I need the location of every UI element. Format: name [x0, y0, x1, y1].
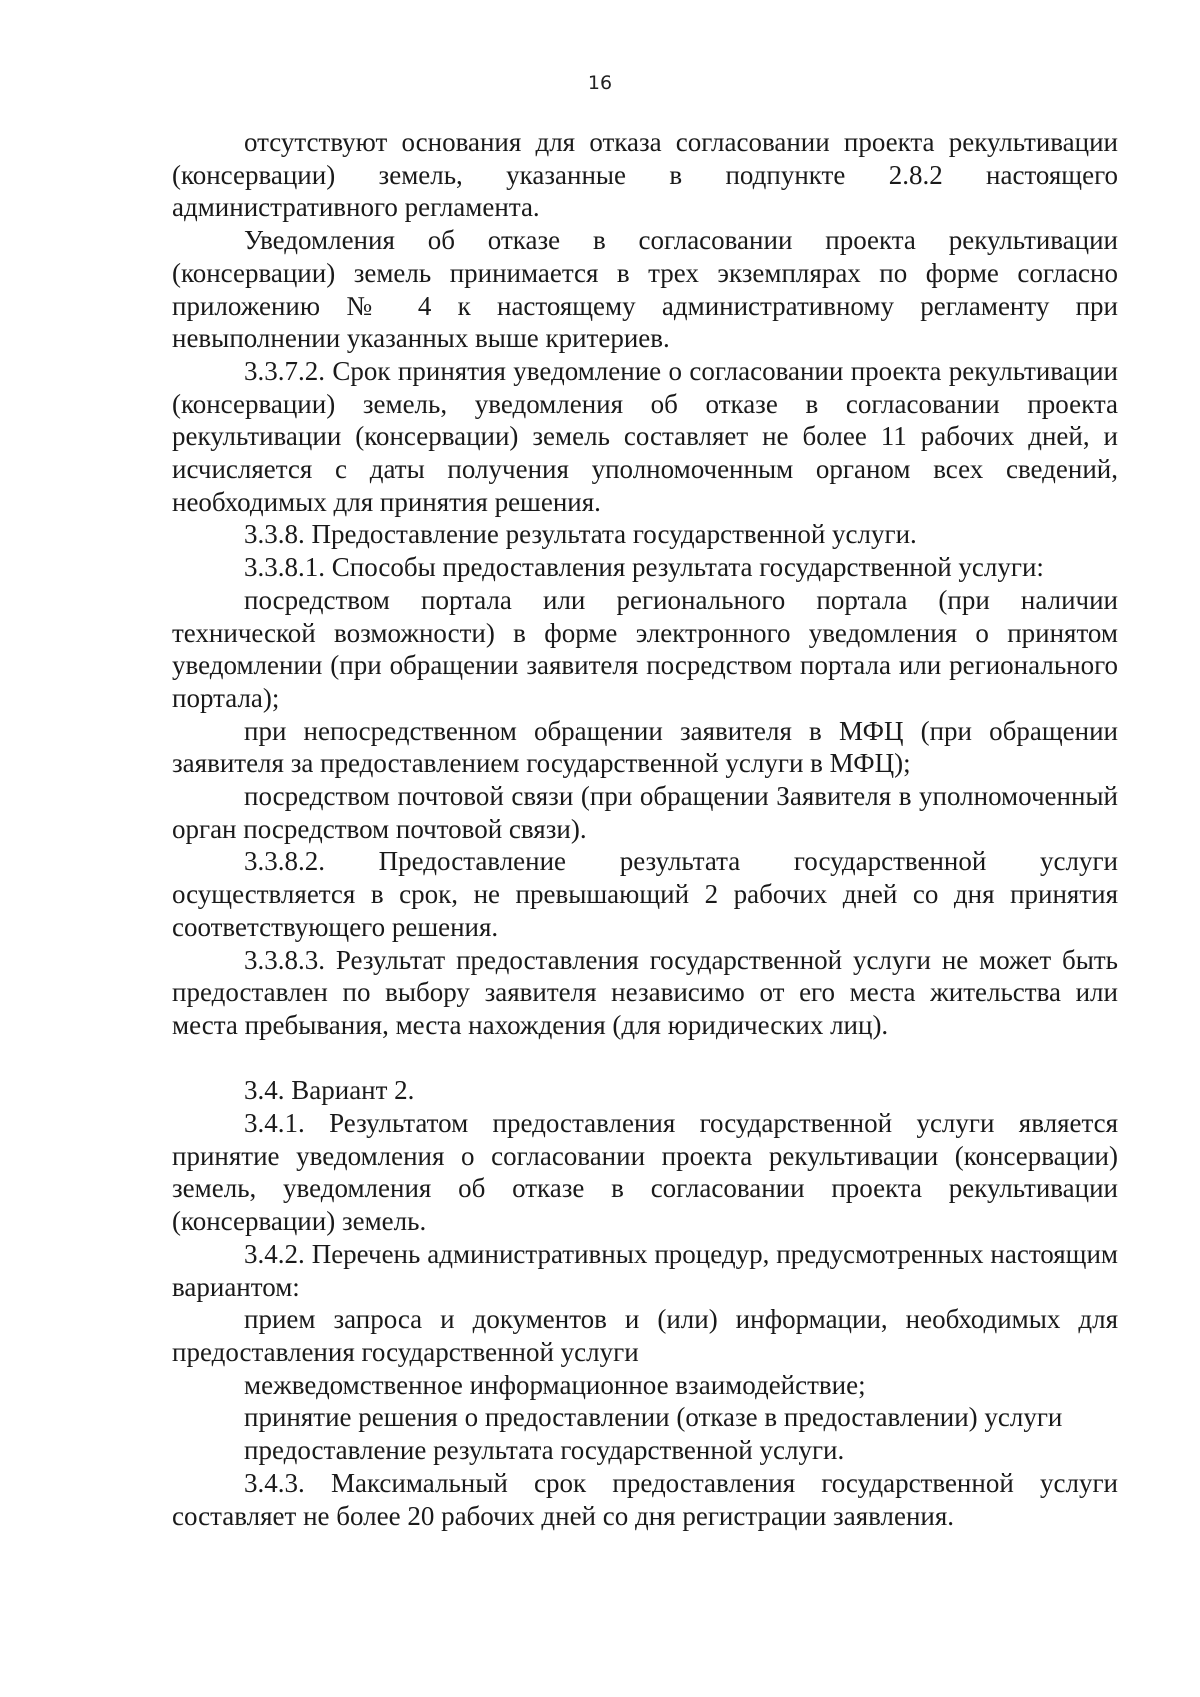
- paragraph: 3.3.8.3. Результат предоставления государственной услуги не может быть предоставлен по выбору заявителя независимо от его места жительства или места пребывания, места нахождения (для юридических лиц).: [172, 944, 1118, 1040]
- paragraph: 3.3.7.2. Срок принятия уведомление о согласовании проекта рекультивации (консервации) земель, уведомления об отказе в согласовании проекта рекультивации (консервации) земель составляет не более 11 рабочих дней, и исчисляется с даты получения уполномоченным органом всех сведений, необходимых для принятия решения.: [172, 355, 1118, 517]
- paragraph: Уведомления об отказе в согласовании проекта рекультивации (консервации) земель принимается в трех экземплярах по форме согласно приложению № 4 к настоящему административному регламенту при невыполнении указанных выше критериев.: [172, 225, 1118, 354]
- paragraph: 3.4.3. Максимальный срок предоставления государственной услуги составляет не более 20 рабочих дней со дня регистрации заявления.: [172, 1467, 1118, 1531]
- paragraph: 3.3.8.1. Способы предоставления результата государственной услуги:: [244, 552, 1044, 583]
- paragraph: 3.4.2. Перечень административных процедур, предусмотренных настоящим вариантом:: [172, 1238, 1118, 1302]
- list-item: предоставление результата государственной услуги.: [244, 1435, 845, 1466]
- list-item: при непосредственном обращении заявителя в МФЦ (при обращении заявителя за предоставлением государственной услуги в МФЦ);: [172, 715, 1118, 779]
- section-heading: 3.3.8. Предоставление результата государственной услуги.: [244, 519, 917, 550]
- list-item: межведомственное информационное взаимодействие;: [244, 1369, 866, 1400]
- paragraph: 3.3.8.2. Предоставление результата государственной услуги осуществляется в срок, не превышающий 2 рабочих дней со дня принятия соответствующего решения.: [172, 846, 1118, 942]
- list-item: посредством почтовой связи (при обращении Заявителя в уполномоченный орган посредством почтовой связи).: [172, 781, 1118, 844]
- list-item: прием запроса и документов и (или) информации, необходимых для предоставления государственной услуги: [172, 1304, 1118, 1367]
- paragraph: отсутствуют основания для отказа согласовании проекта рекультивации (консервации) земель, указанные в подпункте 2.8.2 настоящего административного регламента.: [172, 127, 1118, 223]
- paragraph: 3.4.1. Результатом предоставления государственной услуги является принятие уведомления о согласовании проекта рекультивации (консервации) земель, уведомления об отказе в согласовании проекта рекультивации (консервации) земель.: [172, 1108, 1118, 1237]
- page-number: 16: [587, 72, 613, 94]
- section-heading: 3.4. Вариант 2.: [244, 1075, 415, 1106]
- list-item: посредством портала или регионального портала (при наличии технической возможности) в форме электронного уведомления о принятом уведомлении (при обращении заявителя посредством портала или регионального портала);: [172, 584, 1118, 713]
- list-item: принятие решения о предоставлении (отказе в предоставлении) услуги: [244, 1402, 1063, 1433]
- document-body: [172, 126, 1118, 1532]
